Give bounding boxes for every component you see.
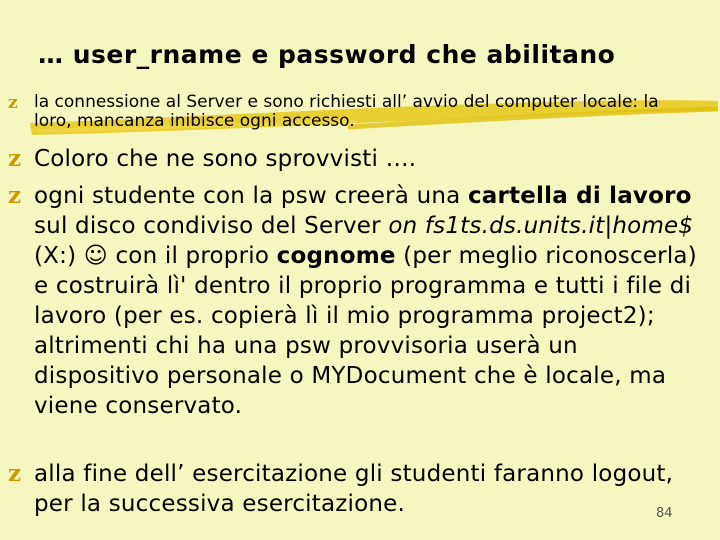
bullet-icon: z (8, 460, 22, 487)
bullet-text: alla fine dell’ esercitazione gli studenti faranno logout, per la successiva esercitazione. (34, 461, 674, 517)
bullet-text: Coloro che ne sono sprovvisti …. (34, 146, 417, 172)
bullet-text: ogni studente con la psw creerà una cartella di lavoro sul disco condiviso del Server on fs1ts.ds.units.it|home$ (X:) ☺ con il proprio cognome (per meglio riconoscerla) e costruirà lì' dentro il proprio programma e tutti i file di lavoro (per es. copierà lì il mio programma project2); altrimenti chi ha una psw provvisoria userà un dispositivo personale o MYDocument che è locale, ma viene conservato. (34, 183, 697, 419)
page-number: 84 (656, 506, 673, 521)
server-path: on fs1ts.ds.units.it|home$ (388, 213, 694, 239)
slide-title: … user_rname e password che abilitano (38, 40, 616, 69)
bullet-text: la connessione al Server e sono richiesti all’ avvio del computer locale: la loro, mancanza inibisce ogni accesso. (34, 92, 659, 131)
bullet-icon: z (8, 145, 22, 172)
bullet-icon: z (8, 93, 18, 113)
bullet-icon: z (8, 182, 22, 209)
smiley-icon: ☺ (83, 243, 108, 269)
